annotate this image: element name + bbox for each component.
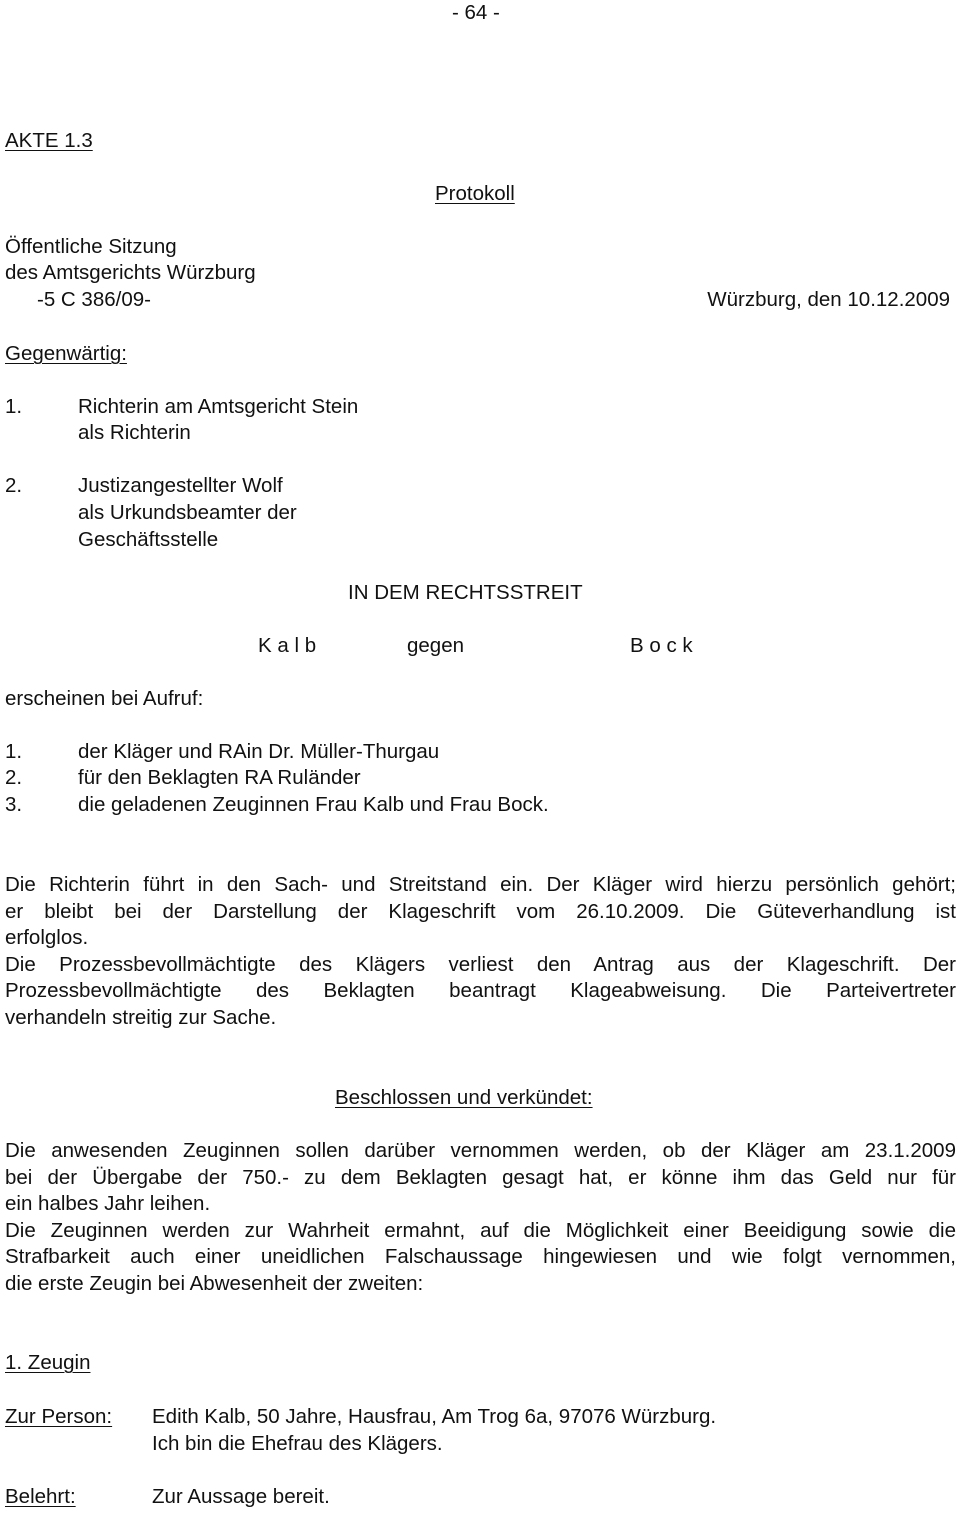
proceedings-line: verhandeln streitig zur Sache. xyxy=(5,1005,277,1029)
appearance-item-text: der Kläger und RAin Dr. Müller-Thurgau xyxy=(78,740,440,763)
present-item-number: 1. xyxy=(5,395,23,418)
decision-line: Die Zeuginnen werden zur Wahrheit ermahnt, auf die Möglichkeit einer Beeidigung sowie die xyxy=(5,1218,956,1242)
present-item-line: Richterin am Amtsgericht Stein xyxy=(78,395,359,418)
person-line: Ich bin die Ehefrau des Klägers. xyxy=(152,1432,443,1455)
proceedings-line: Die Prozessbevollmächtigte des Klägers verliest den Antrag aus der Klageschrift. Der xyxy=(5,952,956,976)
decision-line: die erste Zeugin bei Abwesenheit der zweiten: xyxy=(5,1271,424,1295)
appearance-heading: erscheinen bei Aufruf: xyxy=(5,687,204,710)
file-reference: AKTE 1.3 xyxy=(5,129,93,152)
decision-paragraph xyxy=(5,1138,956,1297)
person-line: Edith Kalb, 50 Jahre, Hausfrau, Am Trog 6a, 97076 Würzburg. xyxy=(152,1405,717,1428)
place-date: Würzburg, den 10.12.2009 xyxy=(707,288,950,311)
present-item-line: als Richterin xyxy=(78,421,191,444)
instructed-label: Belehrt: xyxy=(5,1485,76,1508)
dispute-heading: IN DEM RECHTSSTREIT xyxy=(348,581,583,604)
appearance-item-number: 2. xyxy=(5,766,23,789)
proceedings-paragraph xyxy=(5,872,956,1031)
decision-line: Strafbarkeit auch einer uneidlichen Falschaussage hingewiesen und wie folgt vernommen, xyxy=(5,1245,956,1268)
defendant-name: B o c k xyxy=(630,634,693,657)
present-item-line: Justizangestellter Wolf xyxy=(78,474,283,497)
present-item-number: 2. xyxy=(5,474,23,497)
decision-line: bei der Übergabe der 750.- zu dem Beklagten gesagt hat, er könne ihm das Geld nur für xyxy=(5,1165,956,1189)
person-label: Zur Person: xyxy=(5,1405,113,1428)
present-heading: Gegenwärtig: xyxy=(5,342,127,365)
session-line-1: Öffentliche Sitzung xyxy=(5,235,177,258)
proceedings-line: Die Richterin führt in den Sach- und Streitstand ein. Der Kläger wird hierzu persönlich gehört; xyxy=(5,873,956,896)
present-item-line: als Urkundsbeamter der xyxy=(78,501,297,524)
plaintiff-name: K a l b xyxy=(258,634,317,657)
appearance-item-number: 3. xyxy=(5,793,23,816)
versus-label: gegen xyxy=(407,634,465,657)
decision-line: Die anwesenden Zeuginnen sollen darüber vernommen werden, ob der Kläger am 23.1.2009 xyxy=(5,1139,956,1162)
instructed-text: Zur Aussage bereit. xyxy=(152,1485,330,1508)
appearance-item-number: 1. xyxy=(5,740,23,763)
page-number: - 64 - xyxy=(452,1,500,24)
proceedings-line: Prozessbevollmächtigte des Beklagten beantragt Klageabweisung. Die Parteivertreter xyxy=(5,979,956,1002)
appearance-item-text: die geladenen Zeuginnen Frau Kalb und Frau Bock. xyxy=(78,793,549,816)
document-title: Protokoll xyxy=(435,182,515,205)
present-item-line: Geschäftsstelle xyxy=(78,528,219,551)
witness-heading: 1. Zeugin xyxy=(5,1351,91,1374)
session-line-2: des Amtsgerichts Würzburg xyxy=(5,261,256,284)
decision-heading: Beschlossen und verkündet: xyxy=(335,1086,593,1109)
decision-line: ein halbes Jahr leihen. xyxy=(5,1192,211,1215)
case-number: -5 C 386/09- xyxy=(37,288,151,311)
proceedings-line: er bleibt bei der Darstellung der Klageschrift vom 26.10.2009. Die Güteverhandlung ist xyxy=(5,899,956,923)
proceedings-line: erfolglos. xyxy=(5,926,89,949)
appearance-item-text: für den Beklagten RA Ruländer xyxy=(78,766,361,789)
